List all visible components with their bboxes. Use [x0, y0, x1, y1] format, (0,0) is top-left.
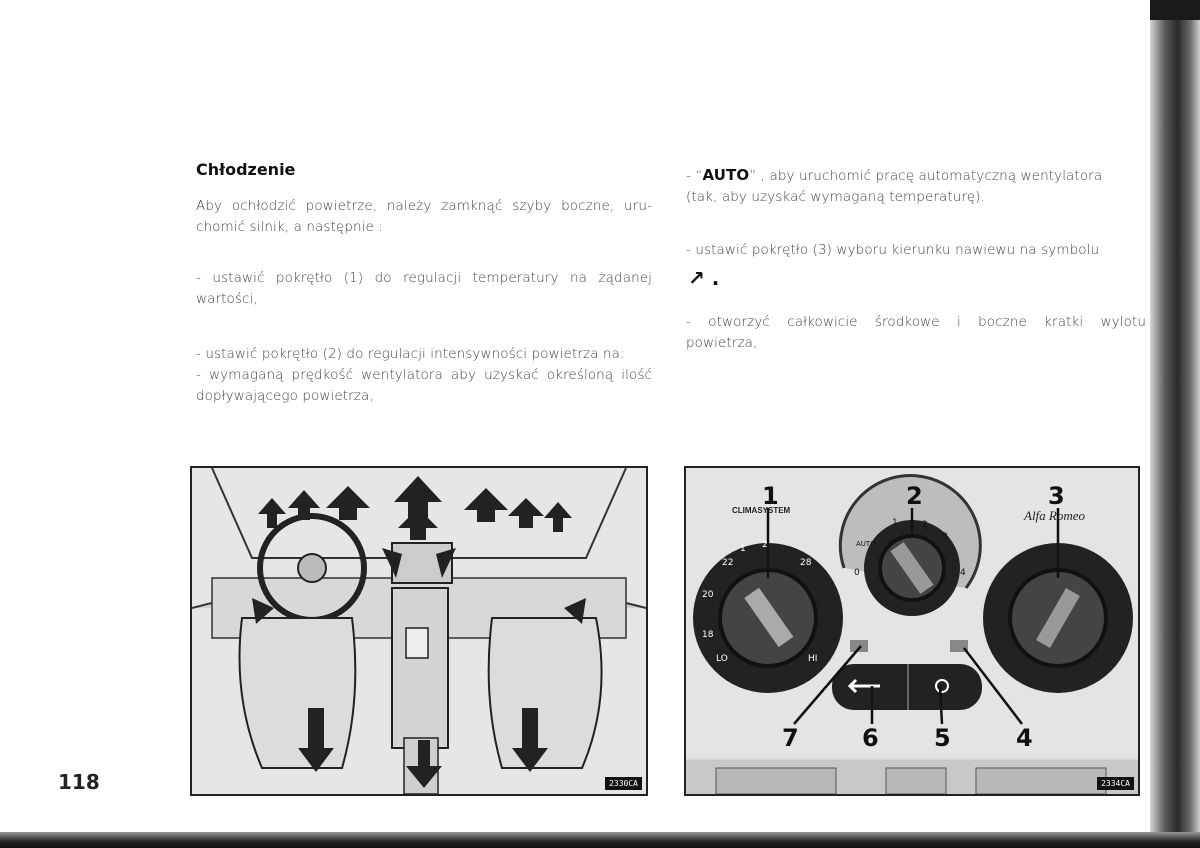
- figure1-code: 2330CA: [605, 777, 642, 790]
- vent-paragraph: [686, 240, 1146, 261]
- callout-5: 5: [934, 724, 951, 752]
- step2-paragraph: [196, 344, 652, 365]
- page-number: 118: [58, 770, 100, 794]
- open-line-2: powietrza,: [686, 335, 758, 351]
- step2b-line-1: - wymaganą prędkość wentylatora aby uzyskać określoną ilość: [196, 367, 652, 383]
- page-bottom-edge: [0, 832, 1200, 848]
- temp-dial-label-2: 2: [762, 540, 768, 550]
- temp-dial-label-20: 20: [702, 590, 714, 600]
- temp-dial-label-1: 1: [740, 544, 746, 554]
- page-edge-top: [1150, 0, 1200, 20]
- car-interior-drawing: [192, 468, 646, 794]
- callout-7: 7: [782, 724, 799, 752]
- car-interior-figure: [190, 466, 648, 796]
- callout-1: 1: [762, 482, 779, 510]
- temp-dial-label-28: 28: [800, 558, 812, 568]
- callout-4: 4: [1016, 724, 1033, 752]
- auto-line-1: [686, 165, 1146, 187]
- figure2-code: 2334CA: [1097, 777, 1134, 790]
- auto-prefix: - “: [686, 168, 703, 184]
- open-paragraph: [686, 312, 1146, 354]
- step1-paragraph: [196, 268, 652, 310]
- fan-dial-label-3: 3: [942, 532, 948, 542]
- auto-line-2: (tak, aby uzyskać wymaganą temperaturę).: [686, 189, 985, 205]
- fan-dial-label-auto: AUTO: [856, 540, 876, 548]
- step1-line-2: wartości,: [196, 291, 258, 307]
- fan-dial-label-2: 2: [922, 520, 928, 530]
- temp-dial-label-18: 18: [702, 630, 714, 640]
- step2b-line-2: dopływającego powietrza,: [196, 388, 374, 404]
- callout-6: 6: [862, 724, 879, 752]
- intro-line-1: Aby ochłodzić powietrze, należy zamknąć szyby boczne, uru-: [196, 198, 652, 214]
- auto-paragraph: [686, 165, 1146, 208]
- fan-dial-label-4: 4: [960, 568, 966, 578]
- section-heading: Chłodzenie: [196, 160, 296, 179]
- brand-logo: Alfa Romeo: [1024, 508, 1086, 523]
- fan-dial-label-0: 0: [854, 568, 860, 578]
- step1-line-1: - ustawić pokrętło (1) do regulacji temperatury na żądanej: [196, 270, 652, 286]
- vent-direction-icon: ↗ .: [688, 266, 720, 290]
- brand-label: CLIMASYSTEM: [732, 506, 791, 515]
- page-edge-shadow: [1150, 0, 1200, 848]
- intro-paragraph: [196, 196, 652, 238]
- temp-dial-label-hi: HI: [808, 654, 818, 664]
- vent-line: - ustawić pokrętło (3) wyboru kierunku nawiewu na symbolu: [686, 242, 1100, 258]
- step2b-paragraph: [196, 365, 652, 407]
- temp-dial-label-lo: LO: [716, 654, 728, 664]
- open-line-1: - otworzyć całkowicie środkowe i boczne kratki wylotu: [686, 314, 1146, 330]
- intro-line-2: chomić silnik, a następnie :: [196, 219, 383, 235]
- auto-keyword: AUTO: [702, 166, 750, 184]
- step2-line: - ustawić pokrętło (2) do regulacji intensywności powietrza na:: [196, 346, 625, 362]
- fan-dial-label-1: 1: [892, 518, 898, 528]
- temp-dial-label-22: 22: [722, 558, 734, 568]
- callout-3: 3: [1048, 482, 1065, 510]
- climate-control-figure: [684, 466, 1140, 796]
- callout-2: 2: [906, 482, 923, 510]
- auto-suffix: ” , aby uruchomić pracę automatyczną wentylatora: [749, 168, 1103, 184]
